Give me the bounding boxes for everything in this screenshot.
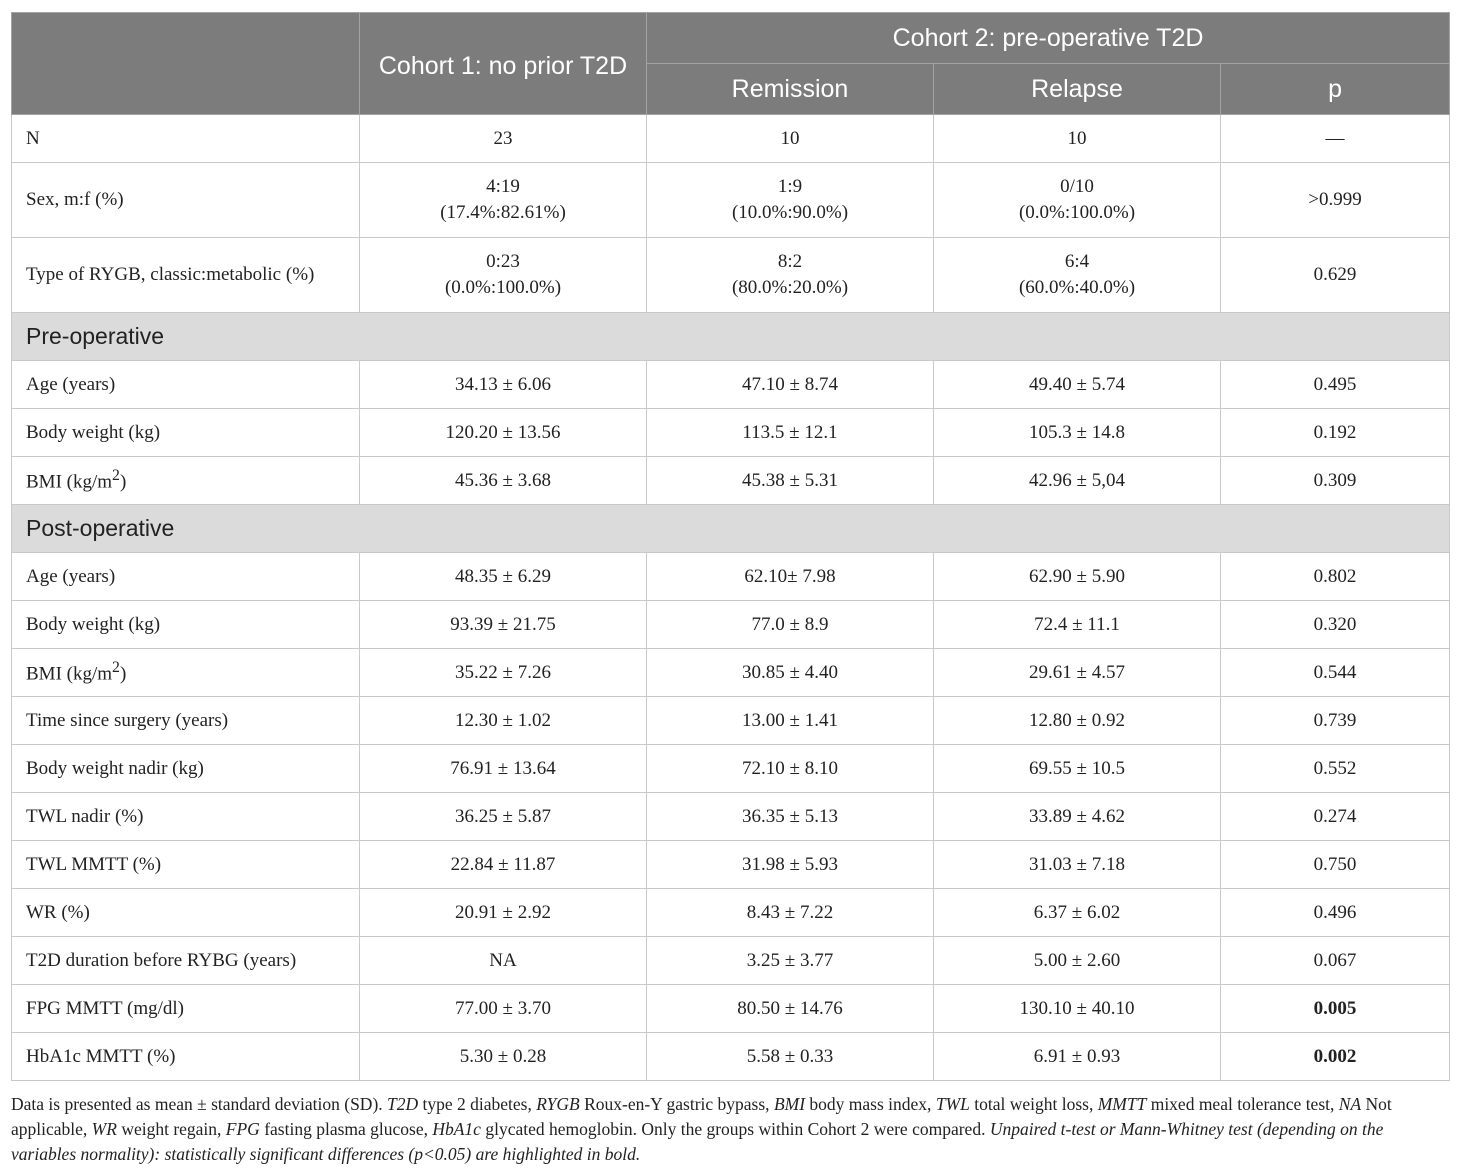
row-label: HbA1c MMTT (%) [12, 1033, 360, 1081]
table-row [12, 601, 1450, 649]
ratio: 0/10 [1060, 176, 1094, 197]
abbr: HbA1c [432, 1119, 481, 1139]
table-row [12, 553, 1450, 601]
relapse-value: 5.00 ± 2.60 [934, 937, 1221, 985]
p-value: 0.274 [1221, 793, 1450, 841]
p-value: 0.495 [1221, 361, 1450, 409]
label-text: BMI (kg/m [26, 471, 113, 493]
table-row [12, 1033, 1450, 1081]
remission-value: 8.43 ± 7.22 [647, 889, 934, 937]
p-value: 0.309 [1221, 457, 1450, 505]
cohort1-value: 36.25 ± 5.87 [360, 793, 647, 841]
row-label: TWL nadir (%) [12, 793, 360, 841]
table-footnote [11, 1092, 1451, 1167]
row-label: Body weight (kg) [12, 409, 360, 457]
remission-value [647, 163, 934, 238]
row-label [12, 457, 360, 505]
table-row [12, 889, 1450, 937]
relapse-value [934, 163, 1221, 238]
cohort1-value: 34.13 ± 6.06 [360, 361, 647, 409]
table-row [12, 649, 1450, 697]
footnote-italic: Unpaired t-test or Mann-Whitney test (depending on the variables normality): statistically significant differences (p<0.05) are highlighted in bold. [11, 1119, 1384, 1164]
footnote-text: body mass index, [805, 1094, 936, 1114]
cohort1-value: 76.91 ± 13.64 [360, 745, 647, 793]
p-value: 0.552 [1221, 745, 1450, 793]
abbr: NA [1338, 1094, 1362, 1114]
row-label: Body weight nadir (kg) [12, 745, 360, 793]
row-label: Age (years) [12, 553, 360, 601]
table-body [12, 115, 1450, 1081]
cohort1-value: NA [360, 937, 647, 985]
remission-value: 3.25 ± 3.77 [647, 937, 934, 985]
row-label: Sex, m:f (%) [12, 163, 360, 238]
row-label: N [12, 115, 360, 163]
header-relapse: Relapse [934, 64, 1221, 115]
label-end: ) [119, 663, 127, 685]
row-label: TWL MMTT (%) [12, 841, 360, 889]
superscript: 2 [112, 467, 120, 485]
section-row-post-operative [12, 505, 1450, 553]
header-p: p [1221, 64, 1450, 115]
remission-value: 10 [647, 115, 934, 163]
header-remission: Remission [647, 64, 934, 115]
percent: (80.0%:20.0%) [731, 277, 849, 298]
cohort1-value: 5.30 ± 0.28 [360, 1033, 647, 1081]
relapse-value: 62.90 ± 5.90 [934, 553, 1221, 601]
footnote-text: type 2 diabetes, [418, 1094, 537, 1114]
cohort1-value: 20.91 ± 2.92 [360, 889, 647, 937]
row-label [12, 649, 360, 697]
percent: (0.0%:100.0%) [1018, 202, 1136, 223]
label-text: BMI (kg/m [26, 663, 113, 685]
p-value-significant: 0.002 [1221, 1033, 1450, 1081]
abbr: TWL [935, 1094, 970, 1114]
table-row [12, 937, 1450, 985]
abbr: FPG [225, 1119, 260, 1139]
ratio: 6:4 [1064, 251, 1090, 272]
cohort1-value: 48.35 ± 6.29 [360, 553, 647, 601]
abbr: WR [91, 1119, 117, 1139]
section-title: Post-operative [12, 505, 1450, 553]
relapse-value: 69.55 ± 10.5 [934, 745, 1221, 793]
footnote-text: mixed meal tolerance test, [1146, 1094, 1339, 1114]
row-label: T2D duration before RYBG (years) [12, 937, 360, 985]
p-value: — [1221, 115, 1450, 163]
cohort1-value: 12.30 ± 1.02 [360, 697, 647, 745]
ratio: 1:9 [777, 176, 803, 197]
p-value: 0.544 [1221, 649, 1450, 697]
table-row [12, 985, 1450, 1033]
table-row [12, 697, 1450, 745]
table-row [12, 841, 1450, 889]
relapse-value: 33.89 ± 4.62 [934, 793, 1221, 841]
relapse-value: 31.03 ± 7.18 [934, 841, 1221, 889]
cohort1-value: 120.20 ± 13.56 [360, 409, 647, 457]
row-label: Body weight (kg) [12, 601, 360, 649]
remission-value: 80.50 ± 14.76 [647, 985, 934, 1033]
remission-value: 5.58 ± 0.33 [647, 1033, 934, 1081]
row-label: Type of RYGB, classic:metabolic (%) [12, 238, 360, 313]
footnote-text: total weight loss, [969, 1094, 1098, 1114]
footnote-text: glycated hemoglobin. Only the groups within Cohort 2 were compared. [480, 1119, 990, 1139]
table-row [12, 793, 1450, 841]
relapse-value: 12.80 ± 0.92 [934, 697, 1221, 745]
relapse-value: 29.61 ± 4.57 [934, 649, 1221, 697]
footnote-text: Not applicable, [11, 1094, 1392, 1139]
table-header [12, 13, 1450, 115]
remission-value: 77.0 ± 8.9 [647, 601, 934, 649]
remission-value: 62.10± 7.98 [647, 553, 934, 601]
section-row-pre-operative [12, 313, 1450, 361]
table-row [12, 409, 1450, 457]
remission-value: 13.00 ± 1.41 [647, 697, 934, 745]
percent: (17.4%:82.61%) [440, 202, 566, 223]
relapse-value: 10 [934, 115, 1221, 163]
relapse-value: 42.96 ± 5,04 [934, 457, 1221, 505]
row-label: Time since surgery (years) [12, 697, 360, 745]
relapse-value: 105.3 ± 14.8 [934, 409, 1221, 457]
row-label: FPG MMTT (mg/dl) [12, 985, 360, 1033]
characteristics-table [11, 12, 1450, 1081]
cohort1-value: 77.00 ± 3.70 [360, 985, 647, 1033]
table-row [12, 457, 1450, 505]
percent: (0.0%:100.0%) [444, 277, 562, 298]
p-value: >0.999 [1221, 163, 1450, 238]
percent: (10.0%:90.0%) [731, 202, 849, 223]
p-value: 0.802 [1221, 553, 1450, 601]
table-row [12, 361, 1450, 409]
table-row [12, 238, 1450, 313]
relapse-value [934, 238, 1221, 313]
header-empty-cell [12, 13, 360, 115]
remission-value: 72.10 ± 8.10 [647, 745, 934, 793]
cohort1-value [360, 163, 647, 238]
cohort1-value: 35.22 ± 7.26 [360, 649, 647, 697]
remission-value: 45.38 ± 5.31 [647, 457, 934, 505]
superscript: 2 [112, 659, 120, 677]
abbr: T2D [387, 1094, 419, 1114]
table-container [11, 12, 1449, 1081]
abbr: MMTT [1097, 1094, 1147, 1114]
remission-value: 113.5 ± 12.1 [647, 409, 934, 457]
cohort1-value: 93.39 ± 21.75 [360, 601, 647, 649]
relapse-value: 49.40 ± 5.74 [934, 361, 1221, 409]
relapse-value: 72.4 ± 11.1 [934, 601, 1221, 649]
footnote-text: fasting plasma glucose, [259, 1119, 433, 1139]
cohort1-value: 22.84 ± 11.87 [360, 841, 647, 889]
relapse-value: 6.37 ± 6.02 [934, 889, 1221, 937]
p-value: 0.496 [1221, 889, 1450, 937]
row-label: Age (years) [12, 361, 360, 409]
cohort1-value: 45.36 ± 3.68 [360, 457, 647, 505]
p-value: 0.629 [1221, 238, 1450, 313]
row-label: WR (%) [12, 889, 360, 937]
remission-value: 36.35 ± 5.13 [647, 793, 934, 841]
relapse-value: 6.91 ± 0.93 [934, 1033, 1221, 1081]
footnote-text: weight regain, [116, 1119, 226, 1139]
remission-value: 30.85 ± 4.40 [647, 649, 934, 697]
p-value-significant: 0.005 [1221, 985, 1450, 1033]
footnote-text: Roux-en-Y gastric bypass, [579, 1094, 774, 1114]
remission-value: 47.10 ± 8.74 [647, 361, 934, 409]
p-value: 0.192 [1221, 409, 1450, 457]
header-cohort-1: Cohort 1: no prior T2D [360, 13, 647, 115]
p-value: 0.067 [1221, 937, 1450, 985]
abbr: BMI [773, 1094, 806, 1114]
header-cohort-2: Cohort 2: pre-operative T2D [647, 13, 1450, 64]
cohort1-value [360, 238, 647, 313]
remission-value: 31.98 ± 5.93 [647, 841, 934, 889]
remission-value [647, 238, 934, 313]
p-value: 0.750 [1221, 841, 1450, 889]
relapse-value: 130.10 ± 40.10 [934, 985, 1221, 1033]
cohort1-value: 23 [360, 115, 647, 163]
label-end: ) [119, 471, 127, 493]
abbr: RYGB [536, 1094, 580, 1114]
table-row [12, 115, 1450, 163]
ratio: 4:19 [486, 176, 520, 197]
table-row [12, 163, 1450, 238]
p-value: 0.320 [1221, 601, 1450, 649]
p-value: 0.739 [1221, 697, 1450, 745]
footnote-text: Data is presented as mean ± standard deviation (SD). [11, 1094, 388, 1114]
ratio: 8:2 [777, 251, 803, 272]
ratio: 0:23 [486, 251, 520, 272]
section-title: Pre-operative [12, 313, 1450, 361]
table-row [12, 745, 1450, 793]
percent: (60.0%:40.0%) [1018, 277, 1136, 298]
